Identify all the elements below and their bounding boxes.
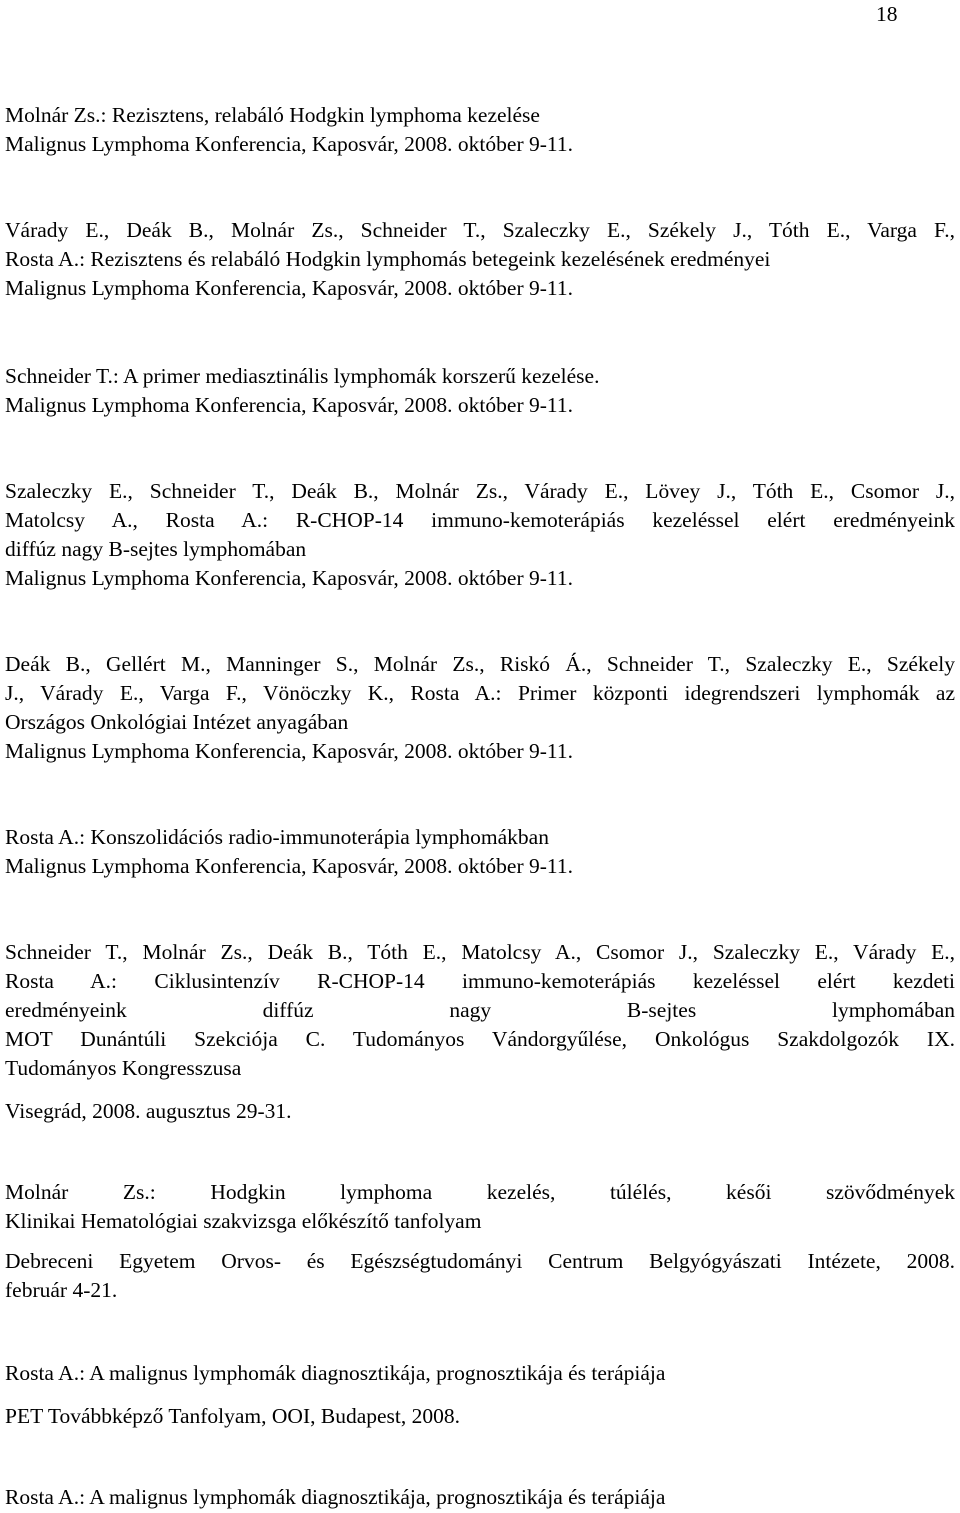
entry-line: Schneider T.: A primer mediasztinális lymphomák korszerű kezelése.	[5, 364, 600, 388]
entry-line: Klinikai Hematológiai szakvizsga előkészítő tanfolyam	[5, 1209, 482, 1233]
entry-line: Rosta A.: Ciklusintenzív R-CHOP-14 immuno-kemoterápiás kezeléssel elért kezdeti	[5, 969, 955, 993]
entry-line: Rosta A.: Konszolidációs radio-immunoterápia lymphomákban	[5, 825, 549, 849]
entry-line: Debreceni Egyetem Orvos- és Egészségtudományi Centrum Belgyógyászati Intézete, 2008.	[5, 1249, 955, 1273]
entry-line: MOT Dunántúli Szekciója C. Tudományos Vándorgyűlése, Onkológus Szakdolgozók IX.	[5, 1027, 955, 1051]
entry-line: J., Várady E., Varga F., Vönöczky K., Rosta A.: Primer központi idegrendszeri lymphomák az	[5, 681, 955, 705]
entry-line: Deák B., Gellért M., Manninger S., Molnár Zs., Riskó Á., Schneider T., Szaleczky E., Székely	[5, 652, 955, 676]
entry-line: Tudományos Kongresszusa	[5, 1056, 242, 1080]
entry-line: Visegrád, 2008. augusztus 29-31.	[5, 1099, 292, 1123]
entry-line: Malignus Lymphoma Konferencia, Kaposvár, 2008. október 9-11.	[5, 739, 573, 763]
entry-line: diffúz nagy B-sejtes lymphomában	[5, 537, 307, 561]
entry-line: Malignus Lymphoma Konferencia, Kaposvár, 2008. október 9-11.	[5, 566, 573, 590]
entry-line: Schneider T., Molnár Zs., Deák B., Tóth E., Matolcsy A., Csomor J., Szaleczky E., Várady E.,	[5, 940, 955, 964]
entry-line: Rosta A.: A malignus lymphomák diagnosztikája, prognosztikája és terápiája	[5, 1485, 666, 1509]
entry-line: Várady E., Deák B., Molnár Zs., Schneider T., Szaleczky E., Székely J., Tóth E., Varga F.,	[5, 218, 955, 242]
entry-line: Rosta A.: A malignus lymphomák diagnosztikája, prognosztikája és terápiája	[5, 1361, 666, 1385]
entry-line: Szaleczky E., Schneider T., Deák B., Molnár Zs., Várady E., Lövey J., Tóth E., Csomor J.,	[5, 479, 955, 503]
entry-line: eredményeink diffúz nagy B-sejtes lymphomában	[5, 998, 955, 1022]
entry-line: Malignus Lymphoma Konferencia, Kaposvár, 2008. október 9-11.	[5, 132, 573, 156]
entry-line: Rosta A.: Rezisztens és relabáló Hodgkin lymphomás betegeink kezelésének eredményei	[5, 247, 771, 271]
entry-line: Molnár Zs.: Rezisztens, relabáló Hodgkin lymphoma kezelése	[5, 103, 540, 127]
entry-line: PET Továbbképző Tanfolyam, OOI, Budapest, 2008.	[5, 1404, 460, 1428]
entry-line: Malignus Lymphoma Konferencia, Kaposvár, 2008. október 9-11.	[5, 276, 573, 300]
entry-line: február 4-21.	[5, 1278, 118, 1302]
entry-line: Országos Onkológiai Intézet anyagában	[5, 710, 349, 734]
entry-line: Molnár Zs.: Hodgkin lymphoma kezelés, túlélés, késői szövődmények	[5, 1180, 955, 1204]
entry-line: Malignus Lymphoma Konferencia, Kaposvár, 2008. október 9-11.	[5, 854, 573, 878]
page-number: 18	[876, 2, 898, 26]
entry-line: Malignus Lymphoma Konferencia, Kaposvár, 2008. október 9-11.	[5, 393, 573, 417]
entry-line: Matolcsy A., Rosta A.: R-CHOP-14 immuno-kemoterápiás kezeléssel elért eredményeink	[5, 508, 955, 532]
